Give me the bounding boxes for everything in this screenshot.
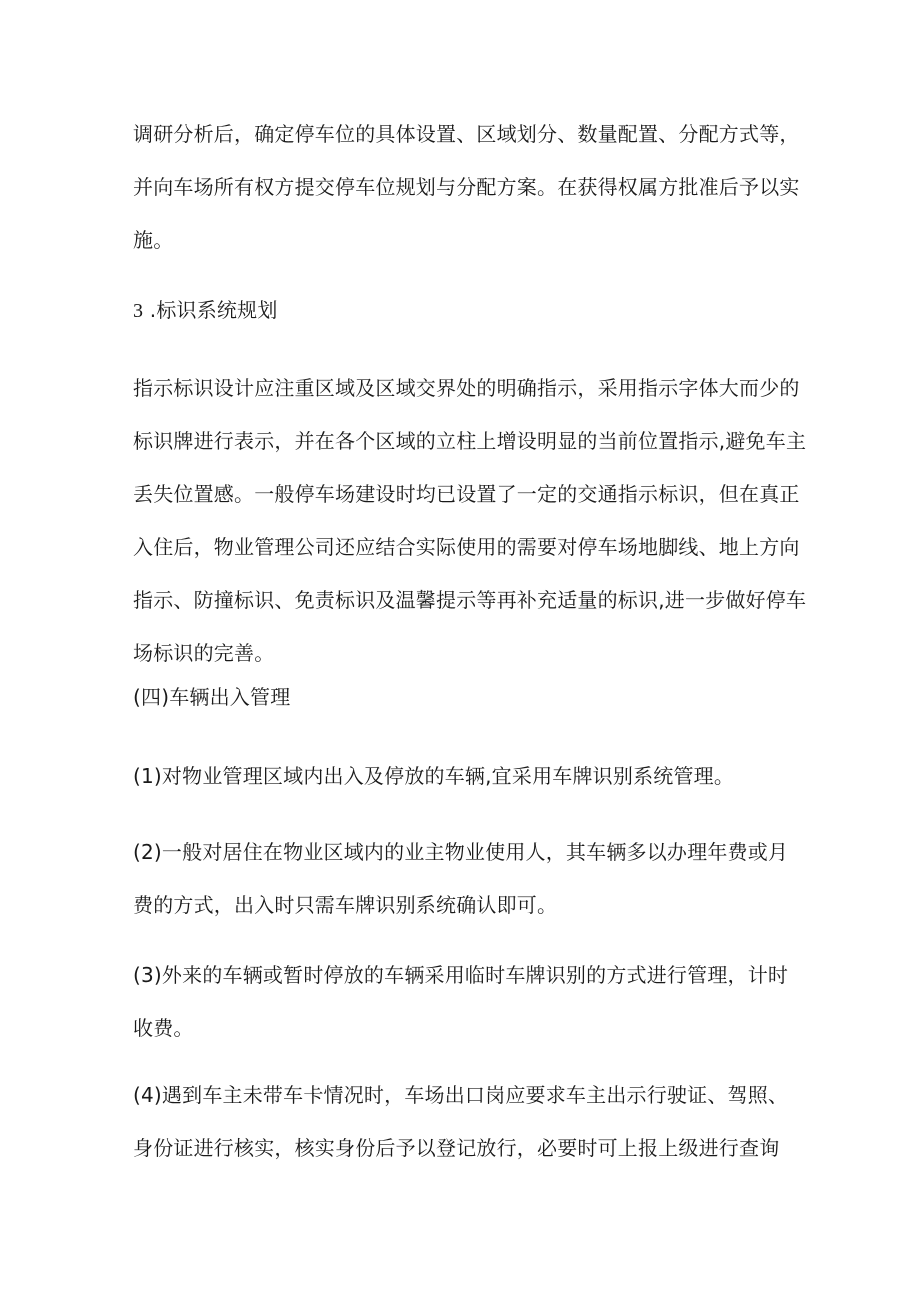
text-line: 入住后，物业管理公司还应结合实际使用的需要对停车场地脚线、地上方向 — [133, 535, 800, 559]
text-line: 指示标识设计应注重区域及区域交界处的明确指示，采用指示字体大而少的 — [133, 376, 800, 400]
section-heading-vehicle-access — [133, 671, 803, 724]
text-line: 丢失位置感。一般停车场建设时均已设置了一定的交通指示标识，但在真正 — [133, 482, 800, 506]
text-line: 并向车场所有权方提交停车位规划与分配方案。在获得权属方批准后予以实 — [133, 175, 800, 199]
paragraph-parking-planning — [133, 108, 803, 267]
list-item-3 — [133, 949, 803, 1055]
text-line: (2)一般对居住在物业区域内的业主物业使用人，其车辆多以办理年费或月 — [133, 840, 789, 864]
list-item-2 — [133, 826, 803, 932]
heading-number: 3 — [133, 300, 144, 322]
heading-signage-planning — [133, 284, 803, 337]
heading-title: .标识系统规划 — [143, 298, 278, 322]
text-line: 调研分析后，确定停车位的具体设置、区域划分、数量配置、分配方式等， — [133, 122, 800, 146]
text-line: 施。 — [133, 228, 174, 252]
list-item-1 — [133, 750, 803, 803]
paragraph-signage — [133, 362, 807, 680]
text-line: 身份证进行核实，核实身份后予以登记放行，必要时可上报上级进行查询 — [133, 1136, 780, 1160]
text-line: 场标识的完善。 — [133, 641, 275, 665]
text-line: 收费。 — [133, 1016, 194, 1040]
section-title: (四)车辆出入管理 — [133, 685, 291, 709]
text-line: (4)遇到车主未带车卡情况时，车场出口岗应要求车主出示行驶证、驾照、 — [133, 1083, 789, 1107]
text-line: (3)外来的车辆或暂时停放的车辆采用临时车牌识别的方式进行管理，计时 — [133, 963, 789, 987]
text-line: 标识牌进行表示，并在各个区域的立柱上增设明显的当前位置指示,避免车主 — [133, 429, 807, 453]
list-item-4 — [133, 1069, 803, 1175]
text-line: 费的方式，出入时只需车牌识别系统确认即可。 — [133, 893, 558, 917]
text-line: (1)对物业管理区域内出入及停放的车辆,宜采用车牌识别系统管理。 — [133, 764, 735, 788]
text-line: 指示、防撞标识、免责标识及温馨提示等再补充适量的标识,进一步做好停车 — [133, 588, 807, 612]
